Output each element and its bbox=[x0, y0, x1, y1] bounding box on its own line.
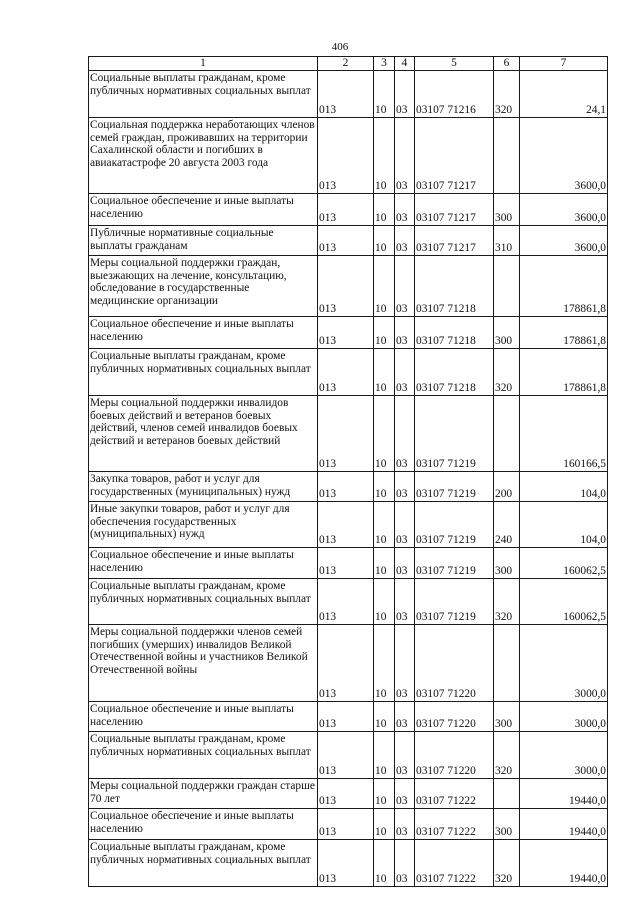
ministry-code-cell: 013 bbox=[318, 809, 374, 840]
table-row bbox=[89, 71, 608, 118]
target-code-cell: 03107 71222 bbox=[415, 809, 494, 840]
table-row bbox=[89, 317, 608, 349]
amount-cell: 19440,0 bbox=[520, 779, 608, 809]
target-code-cell: 03107 71218 bbox=[415, 256, 494, 317]
subsection-code-cell: 03 bbox=[395, 579, 415, 625]
target-code-cell: 03107 71220 bbox=[415, 702, 494, 732]
expense-type-cell: 240 bbox=[494, 502, 520, 548]
subsection-code-cell: 03 bbox=[395, 256, 415, 317]
header-cell: 3 bbox=[374, 57, 395, 71]
table-row bbox=[89, 349, 608, 396]
subsection-code-cell: 03 bbox=[395, 702, 415, 732]
section-code-cell: 10 bbox=[374, 256, 395, 317]
header-cell: 4 bbox=[395, 57, 415, 71]
expense-type-cell: 300 bbox=[494, 702, 520, 732]
row-name-cell: Социальное обеспечение и иные выплаты населению bbox=[89, 317, 318, 349]
expense-type-cell: 320 bbox=[494, 732, 520, 779]
amount-cell: 19440,0 bbox=[520, 840, 608, 887]
target-code-cell: 03107 71217 bbox=[415, 118, 494, 194]
expense-type-cell bbox=[494, 625, 520, 702]
budget-table bbox=[88, 56, 608, 887]
table-row bbox=[89, 396, 608, 472]
table-row bbox=[89, 502, 608, 548]
target-code-cell: 03107 71217 bbox=[415, 226, 494, 256]
page-number: 406 bbox=[331, 41, 349, 53]
target-code-cell: 03107 71218 bbox=[415, 349, 494, 396]
section-code-cell: 10 bbox=[374, 226, 395, 256]
expense-type-cell: 320 bbox=[494, 579, 520, 625]
row-name-cell: Иные закупки товаров, работ и услуг для обеспечения государственных (муниципальных) нужд bbox=[89, 502, 318, 548]
table-row bbox=[89, 840, 608, 887]
section-code-cell: 10 bbox=[374, 472, 395, 502]
expense-type-cell: 300 bbox=[494, 194, 520, 226]
expense-type-cell: 200 bbox=[494, 472, 520, 502]
expense-type-cell: 320 bbox=[494, 71, 520, 118]
expense-type-cell bbox=[494, 779, 520, 809]
section-code-cell: 10 bbox=[374, 396, 395, 472]
table-header-row bbox=[89, 57, 608, 71]
section-code-cell: 10 bbox=[374, 118, 395, 194]
section-code-cell: 10 bbox=[374, 548, 395, 579]
amount-cell: 178861,8 bbox=[520, 256, 608, 317]
table-row bbox=[89, 732, 608, 779]
target-code-cell: 03107 71219 bbox=[415, 502, 494, 548]
ministry-code-cell: 013 bbox=[318, 840, 374, 887]
section-code-cell: 10 bbox=[374, 194, 395, 226]
table-row bbox=[89, 118, 608, 194]
table-row bbox=[89, 625, 608, 702]
amount-cell: 3000,0 bbox=[520, 625, 608, 702]
expense-type-cell: 300 bbox=[494, 317, 520, 349]
table-row bbox=[89, 472, 608, 502]
subsection-code-cell: 03 bbox=[395, 118, 415, 194]
expense-type-cell: 310 bbox=[494, 226, 520, 256]
section-code-cell: 10 bbox=[374, 349, 395, 396]
subsection-code-cell: 03 bbox=[395, 732, 415, 779]
amount-cell: 104,0 bbox=[520, 472, 608, 502]
header-cell: 7 bbox=[520, 57, 608, 71]
amount-cell: 3000,0 bbox=[520, 732, 608, 779]
row-name-cell: Социальные выплаты гражданам, кроме публичных нормативных социальных выплат bbox=[89, 71, 318, 118]
ministry-code-cell: 013 bbox=[318, 194, 374, 226]
amount-cell: 160062,5 bbox=[520, 579, 608, 625]
target-code-cell: 03107 71219 bbox=[415, 548, 494, 579]
ministry-code-cell: 013 bbox=[318, 226, 374, 256]
expense-type-cell: 300 bbox=[494, 809, 520, 840]
expense-type-cell bbox=[494, 396, 520, 472]
row-name-cell: Социальное обеспечение и иные выплаты населению bbox=[89, 809, 318, 840]
subsection-code-cell: 03 bbox=[395, 349, 415, 396]
table-row bbox=[89, 702, 608, 732]
expense-type-cell bbox=[494, 256, 520, 317]
amount-cell: 3000,0 bbox=[520, 702, 608, 732]
section-code-cell: 10 bbox=[374, 702, 395, 732]
subsection-code-cell: 03 bbox=[395, 194, 415, 226]
row-name-cell: Меры социальной поддержки граждан старше 70 лет bbox=[89, 779, 318, 809]
target-code-cell: 03107 71220 bbox=[415, 732, 494, 779]
section-code-cell: 10 bbox=[374, 71, 395, 118]
expense-type-cell bbox=[494, 118, 520, 194]
header-cell: 6 bbox=[494, 57, 520, 71]
table-row bbox=[89, 579, 608, 625]
row-name-cell: Социальное обеспечение и иные выплаты населению bbox=[89, 194, 318, 226]
table-row bbox=[89, 226, 608, 256]
subsection-code-cell: 03 bbox=[395, 548, 415, 579]
section-code-cell: 10 bbox=[374, 625, 395, 702]
section-code-cell: 10 bbox=[374, 579, 395, 625]
target-code-cell: 03107 71219 bbox=[415, 396, 494, 472]
expense-type-cell: 320 bbox=[494, 840, 520, 887]
amount-cell: 178861,8 bbox=[520, 317, 608, 349]
target-code-cell: 03107 71222 bbox=[415, 840, 494, 887]
header-cell: 2 bbox=[318, 57, 374, 71]
row-name-cell: Социальные выплаты гражданам, кроме публичных нормативных социальных выплат bbox=[89, 840, 318, 887]
row-name-cell: Меры социальной поддержки инвалидов боевых действий и ветеранов боевых действий, членов семей инвалидов боевых действий и ветеранов боевых действий bbox=[89, 396, 318, 472]
section-code-cell: 10 bbox=[374, 840, 395, 887]
subsection-code-cell: 03 bbox=[395, 502, 415, 548]
target-code-cell: 03107 71217 bbox=[415, 194, 494, 226]
subsection-code-cell: 03 bbox=[395, 71, 415, 118]
subsection-code-cell: 03 bbox=[395, 779, 415, 809]
ministry-code-cell: 013 bbox=[318, 118, 374, 194]
table-row bbox=[89, 548, 608, 579]
row-name-cell: Меры социальной поддержки граждан, выезжающих на лечение, консультацию, обследование в государственные медицинские организации bbox=[89, 256, 318, 317]
expense-type-cell: 320 bbox=[494, 349, 520, 396]
ministry-code-cell: 013 bbox=[318, 625, 374, 702]
amount-cell: 3600,0 bbox=[520, 226, 608, 256]
target-code-cell: 03107 71219 bbox=[415, 472, 494, 502]
ministry-code-cell: 013 bbox=[318, 548, 374, 579]
target-code-cell: 03107 71216 bbox=[415, 71, 494, 118]
ministry-code-cell: 013 bbox=[318, 317, 374, 349]
amount-cell: 178861,8 bbox=[520, 349, 608, 396]
section-code-cell: 10 bbox=[374, 732, 395, 779]
subsection-code-cell: 03 bbox=[395, 317, 415, 349]
ministry-code-cell: 013 bbox=[318, 71, 374, 118]
ministry-code-cell: 013 bbox=[318, 502, 374, 548]
ministry-code-cell: 013 bbox=[318, 396, 374, 472]
header-cell: 5 bbox=[415, 57, 494, 71]
subsection-code-cell: 03 bbox=[395, 226, 415, 256]
ministry-code-cell: 013 bbox=[318, 779, 374, 809]
expense-type-cell: 300 bbox=[494, 548, 520, 579]
target-code-cell: 03107 71218 bbox=[415, 317, 494, 349]
table-row bbox=[89, 194, 608, 226]
row-name-cell: Социальные выплаты гражданам, кроме публичных нормативных социальных выплат bbox=[89, 732, 318, 779]
amount-cell: 3600,0 bbox=[520, 118, 608, 194]
table-row bbox=[89, 779, 608, 809]
table-row bbox=[89, 809, 608, 840]
amount-cell: 19440,0 bbox=[520, 809, 608, 840]
header-cell: 1 bbox=[89, 57, 318, 71]
row-name-cell: Социальные выплаты гражданам, кроме публичных нормативных социальных выплат bbox=[89, 579, 318, 625]
row-name-cell: Социальное обеспечение и иные выплаты населению bbox=[89, 702, 318, 732]
ministry-code-cell: 013 bbox=[318, 472, 374, 502]
section-code-cell: 10 bbox=[374, 779, 395, 809]
row-name-cell: Социальное обеспечение и иные выплаты населению bbox=[89, 548, 318, 579]
subsection-code-cell: 03 bbox=[395, 472, 415, 502]
row-name-cell: Меры социальной поддержки членов семей погибших (умерших) инвалидов Великой Отечественной войны и участников Великой Отечественной войны bbox=[89, 625, 318, 702]
row-name-cell: Закупка товаров, работ и услуг для государственных (муниципальных) нужд bbox=[89, 472, 318, 502]
amount-cell: 104,0 bbox=[520, 502, 608, 548]
row-name-cell: Социальные выплаты гражданам, кроме публичных нормативных социальных выплат bbox=[89, 349, 318, 396]
target-code-cell: 03107 71222 bbox=[415, 779, 494, 809]
section-code-cell: 10 bbox=[374, 502, 395, 548]
target-code-cell: 03107 71219 bbox=[415, 579, 494, 625]
amount-cell: 160062,5 bbox=[520, 548, 608, 579]
ministry-code-cell: 013 bbox=[318, 349, 374, 396]
ministry-code-cell: 013 bbox=[318, 732, 374, 779]
subsection-code-cell: 03 bbox=[395, 840, 415, 887]
target-code-cell: 03107 71220 bbox=[415, 625, 494, 702]
amount-cell: 3600,0 bbox=[520, 194, 608, 226]
ministry-code-cell: 013 bbox=[318, 579, 374, 625]
ministry-code-cell: 013 bbox=[318, 256, 374, 317]
row-name-cell: Публичные нормативные социальные выплаты гражданам bbox=[89, 226, 318, 256]
section-code-cell: 10 bbox=[374, 809, 395, 840]
amount-cell: 24,1 bbox=[520, 71, 608, 118]
subsection-code-cell: 03 bbox=[395, 809, 415, 840]
ministry-code-cell: 013 bbox=[318, 702, 374, 732]
table-row bbox=[89, 256, 608, 317]
row-name-cell: Социальная поддержка неработающих членов семей граждан, проживавших на территории Сахалинской области и погибших в авиакатастрофе 20 августа 2003 года bbox=[89, 118, 318, 194]
subsection-code-cell: 03 bbox=[395, 625, 415, 702]
subsection-code-cell: 03 bbox=[395, 396, 415, 472]
table-body bbox=[89, 57, 608, 887]
section-code-cell: 10 bbox=[374, 317, 395, 349]
amount-cell: 160166,5 bbox=[520, 396, 608, 472]
